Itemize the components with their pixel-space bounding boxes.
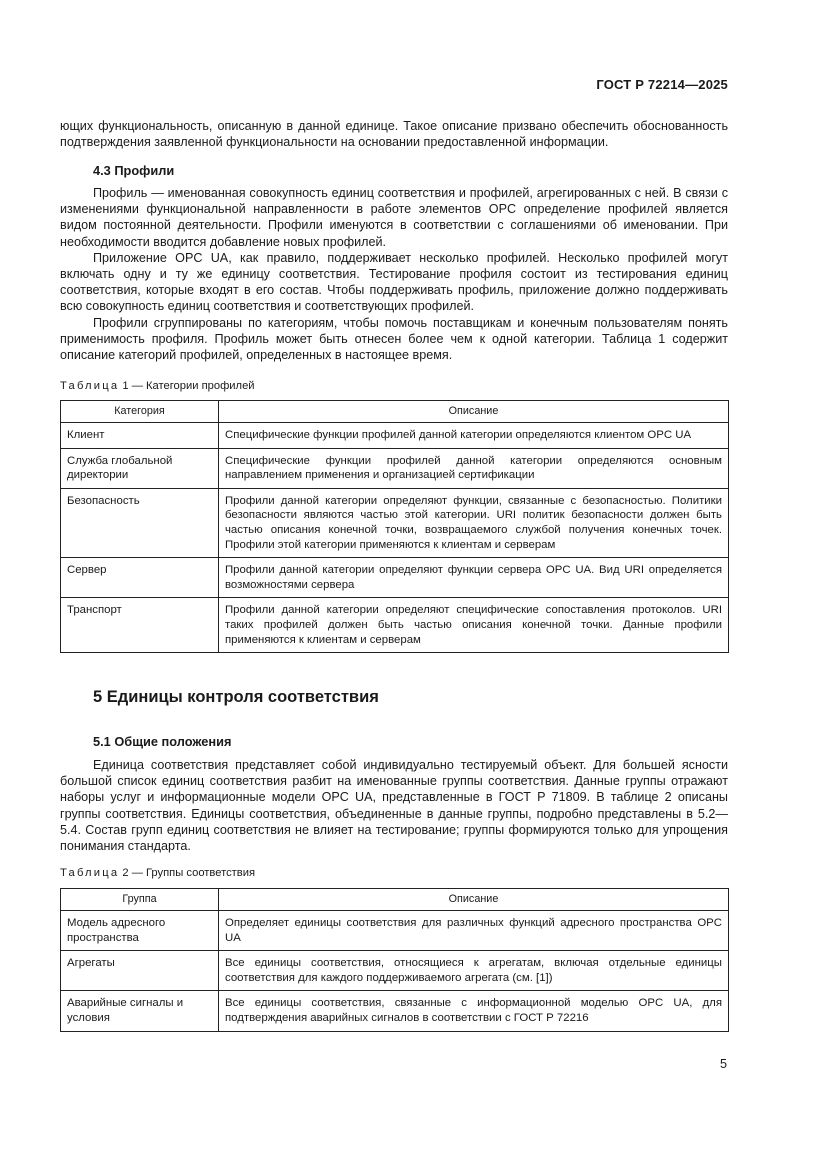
cell: Аварийные сигналы и условия bbox=[61, 991, 219, 1031]
cell: Специфические функции профилей данной категории определяются основным направлением применения и организацией сертификации bbox=[219, 448, 729, 488]
section-4-3-body bbox=[60, 185, 728, 363]
table-2-caption bbox=[60, 867, 255, 879]
table-header-row bbox=[61, 401, 729, 423]
cell: Модель адресного пространства bbox=[61, 911, 219, 951]
table-row bbox=[61, 951, 729, 991]
section-5-heading: 5 Единицы контроля соответствия bbox=[93, 688, 379, 706]
cell: Безопасность bbox=[61, 488, 219, 557]
paragraph: Единица соответствия представляет собой индивидуально тестируемый объект. Для большей ясности большой список единиц соответствия разбит на именованные группы соответствия. Данные группы отражают наборы услуг и информационные модели OPC UA, представленные в ГОСТ Р 71809. В таблице 2 описаны группы соответствия. Единицы соответствия, объединенные в данные группы, подробно представлены в 5.2—5.4. Состав групп единиц соответствия не влияет на тестирование; группы формируются только для упрощения понимания стандарта. bbox=[60, 758, 728, 854]
cell: Профили данной категории определяют функции сервера OPC UA. Вид URI определяется возможностями сервера bbox=[219, 558, 729, 598]
document-id: ГОСТ Р 72214—2025 bbox=[596, 77, 728, 92]
table-row bbox=[61, 911, 729, 951]
table-conformance-groups bbox=[60, 888, 729, 1032]
paragraph: Профиль — именованная совокупность единиц соответствия и профилей, агрегированных с ней. В связи с изменениями функциональной направленности в работе элементов OPC определение профилей является видом постоянной деятельности. Профили именуются в соответствии с соглашениями об именовании. При необходимости вводится добавление новых профилей. bbox=[60, 186, 728, 249]
column-header: Описание bbox=[219, 401, 729, 423]
table-row bbox=[61, 991, 729, 1031]
table-profile-categories bbox=[60, 400, 729, 653]
table-row bbox=[61, 598, 729, 653]
page-number: 5 bbox=[719, 1057, 727, 1071]
intro-paragraph bbox=[60, 118, 728, 150]
section-5-1-body bbox=[60, 757, 728, 854]
table-row bbox=[61, 423, 729, 449]
column-header: Категория bbox=[61, 401, 219, 423]
table-1-caption bbox=[60, 380, 255, 392]
section-5-1-heading: 5.1 Общие положения bbox=[93, 734, 232, 749]
cell: Все единицы соответствия, относящиеся к агрегатам, включая отдельные единицы соответствия для каждого поддерживаемого агрегата (см. [1]) bbox=[219, 951, 729, 991]
caption-text: 1 — Категории профилей bbox=[119, 380, 255, 392]
cell: Специфические функции профилей данной категории определяются клиентом OPC UA bbox=[219, 423, 729, 449]
section-4-3-heading: 4.3 Профили bbox=[93, 163, 175, 178]
table-row bbox=[61, 488, 729, 557]
cell: Все единицы соответствия, связанные с информационной моделью OPC UA, для подтверждения аварийных сигналов в соответствии с ГОСТ Р 72216 bbox=[219, 991, 729, 1031]
cell: Агрегаты bbox=[61, 951, 219, 991]
cell: Клиент bbox=[61, 423, 219, 449]
intro-text: ющих функциональность, описанную в данной единице. Такое описание призвано обеспечить обоснованность подтверждения заявленной функциональности на основании предоставленной информации. bbox=[60, 119, 728, 150]
column-header: Группа bbox=[61, 889, 219, 911]
cell: Транспорт bbox=[61, 598, 219, 653]
caption-prefix: Таблица bbox=[60, 380, 120, 392]
paragraph: Приложение OPC UA, как правило, поддерживает несколько профилей. Несколько профилей могут включать одну и ту же единицу соответствия. Тестирование профиля состоит из тестирования единиц соответствия, которые входят в его состав. Чтобы поддерживать профиль, приложение должно поддерживать всю совокупность единиц соответствия и соответствующих профилей. bbox=[60, 250, 728, 314]
table-header-row bbox=[61, 889, 729, 911]
cell: Профили данной категории определяют функции, связанные с безопасностью. Политики безопасности являются частью этой категории. URI политик безопасности должен быть частью описания конечной точки, возвращаемого службой получения конечных точек. Профили этой категории применяются к клиентам и серверам bbox=[219, 488, 729, 557]
caption-text: 2 — Группы соответствия bbox=[119, 867, 256, 879]
table-row bbox=[61, 558, 729, 598]
cell: Определяет единицы соответствия для различных функций адресного пространства OPC UA bbox=[219, 911, 729, 951]
caption-prefix: Таблица bbox=[60, 867, 120, 879]
cell: Профили данной категории определяют специфические сопоставления протоколов. URI таких профилей должен быть частью описания конечной точки. Данные профили применяются к клиентам и серверам bbox=[219, 598, 729, 653]
cell: Служба глобальной директории bbox=[61, 448, 219, 488]
paragraph: Профили сгруппированы по категориям, чтобы помочь поставщикам и конечным пользователям понять применимость профиля. Профиль может быть отнесен более чем к одной категории. Таблица 1 содержит описание категорий профилей, определенных в настоящее время. bbox=[60, 315, 728, 363]
cell: Сервер bbox=[61, 558, 219, 598]
column-header: Описание bbox=[219, 889, 729, 911]
table-row bbox=[61, 448, 729, 488]
